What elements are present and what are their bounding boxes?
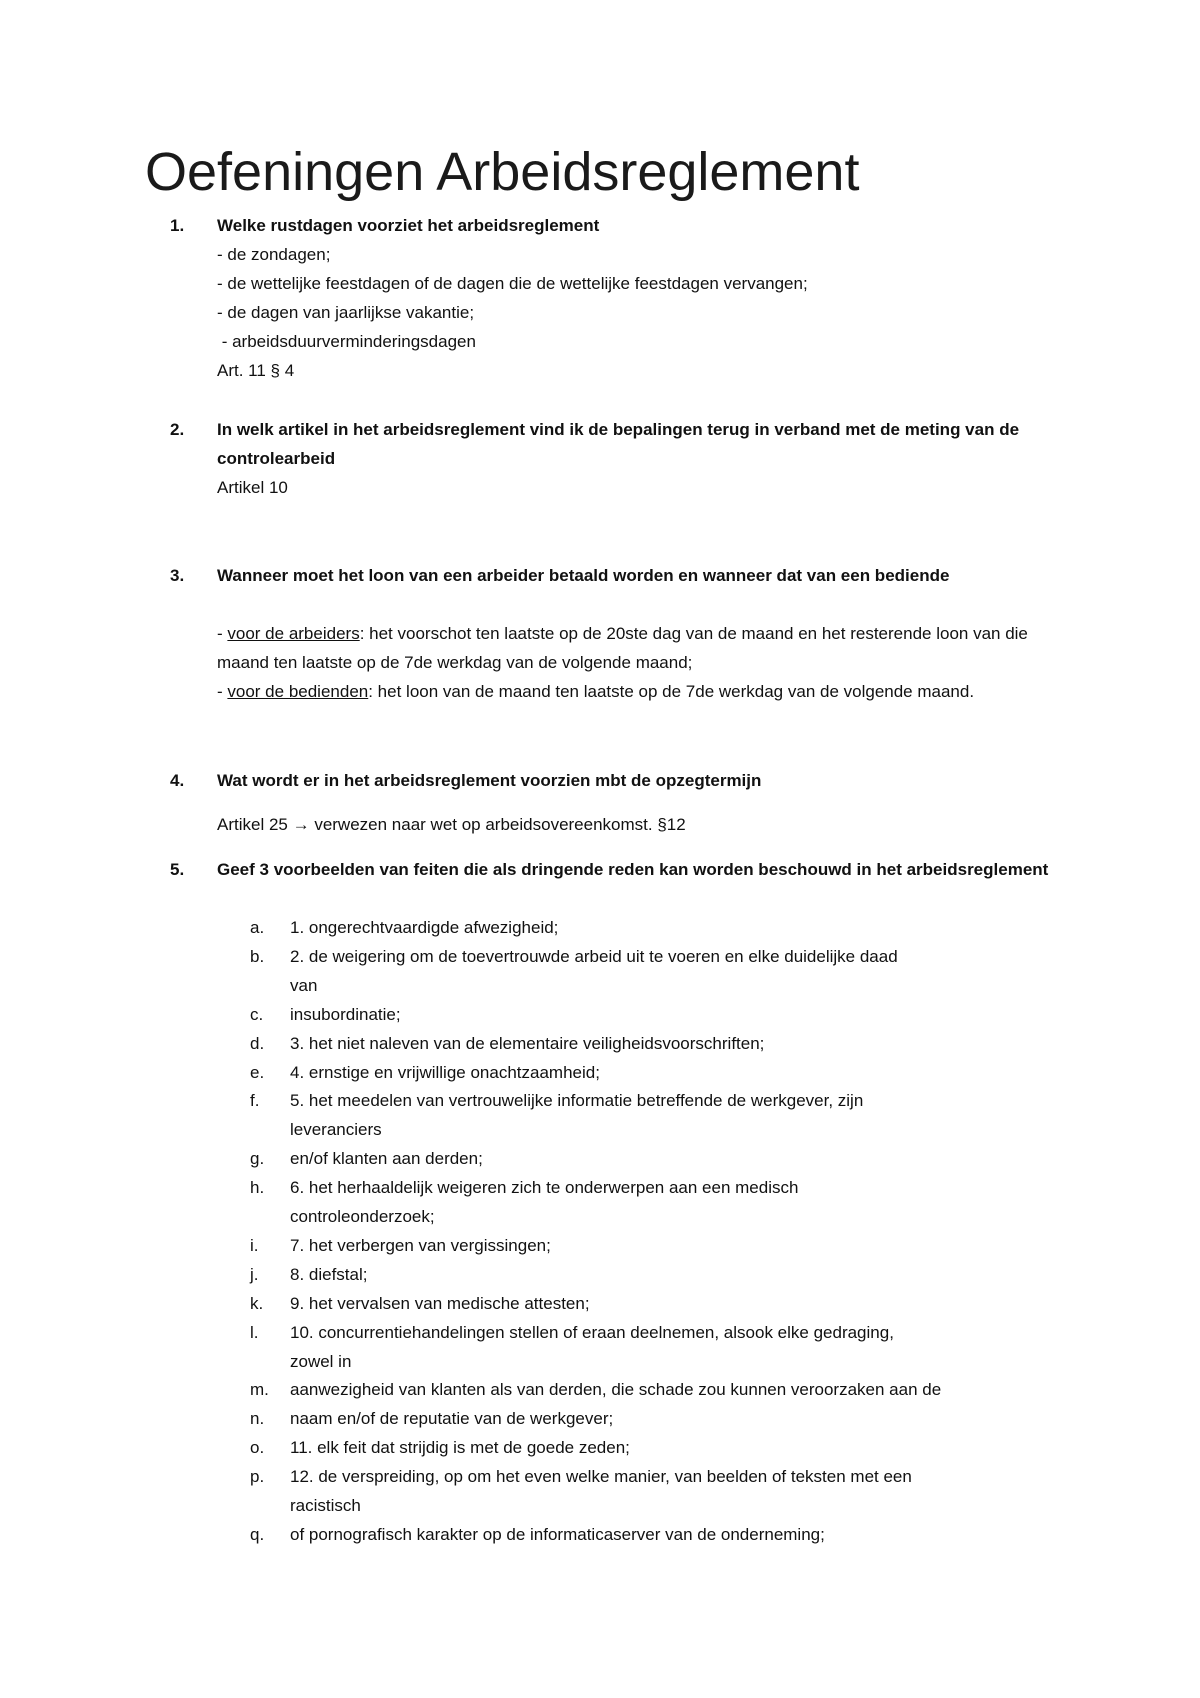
list-item-letter: i. (250, 1235, 259, 1255)
list-item: 4. ernstige en vrijwillige onachtzaamheid; (290, 1062, 600, 1082)
list-item-letter: d. (250, 1033, 265, 1053)
list-item-letter: f. (250, 1091, 260, 1111)
answer-4-start: Artikel 25 (217, 815, 293, 834)
list-item-letter: o. (250, 1438, 265, 1458)
list-item-letter: b. (250, 946, 265, 966)
list-item-letter: j. (250, 1264, 259, 1284)
answer-1-line-3: - de dagen van jaarlijkse vakantie; (217, 303, 475, 322)
list-item-letter: g. (250, 1149, 265, 1169)
question-2-number: 2. (170, 420, 185, 439)
list-item: of pornografisch karakter op de informaticaserver van de onderneming; (290, 1524, 825, 1544)
list-item: 10. concurrentiehandelingen stellen of eraan deelnemen, alsook elke gedraging, (290, 1322, 894, 1342)
list-item-continuation: controleonderzoek; (290, 1207, 435, 1226)
list-item-continuation: van (290, 975, 318, 995)
question-1-number: 1. (170, 216, 185, 235)
list-item-letter: p. (250, 1467, 265, 1487)
answer-1-line-4: - arbeidsduurverminderingsdagen (217, 332, 476, 351)
list-item: 3. het niet naleven van de elementaire veiligheidsvoorschriften; (290, 1033, 765, 1053)
list-item-letter: e. (250, 1062, 265, 1082)
question-2-text: In welk artikel in het arbeidsreglement vind ik de bepalingen terug in verband met de meting van de controlearbeid (217, 420, 1020, 468)
list-item: en/of klanten aan derden; (290, 1149, 483, 1169)
question-4-text: Wat wordt er in het arbeidsreglement voorzien mbt de opzegtermijn (217, 771, 762, 790)
list-item: 2. de weigering om de toevertrouwde arbeid uit te voeren en elke duidelijke daad (290, 946, 898, 966)
list-item-letter: q. (250, 1524, 265, 1544)
list-item: 1. ongerechtvaardigde afwezigheid; (290, 918, 559, 937)
list-item-letter: a. (250, 918, 265, 937)
answer-3-bedienden (217, 677, 1067, 706)
list-item-letter: l. (250, 1322, 259, 1342)
list-item: 8. diefstal; (290, 1264, 368, 1284)
question-5-text: Geef 3 voorbeelden van feiten die als dringende reden kan worden beschouwd in het arbeidsreglement (217, 860, 1049, 879)
list-item-letter: h. (250, 1178, 265, 1198)
answer-3-arbeiders-label: voor de arbeiders (227, 624, 360, 643)
answer-3-bedienden-text: : het loon van de maand ten laatste op de 7de werkdag van de volgende maand. (368, 682, 975, 701)
answer-1-line-5: Art. 11 § 4 (217, 361, 295, 380)
list-item-continuation: zowel in (290, 1351, 352, 1371)
question-5-number: 5. (170, 860, 185, 879)
list-item: 6. het herhaaldelijk weigeren zich te onderwerpen aan een medisch (290, 1178, 799, 1198)
list-item: 5. het meedelen van vertrouwelijke informatie betreffende de werkgever, zijn (290, 1091, 864, 1111)
question-1-text: Welke rustdagen voorziet het arbeidsreglement (217, 216, 600, 235)
list-item: aanwezigheid van klanten als van derden, die schade zou kunnen veroorzaken aan de (290, 1380, 942, 1400)
list-item-letter: n. (250, 1409, 265, 1429)
list-item: 11. elk feit dat strijdig is met de goede zeden; (290, 1438, 630, 1458)
answer-1-line-1: - de zondagen; (217, 245, 331, 264)
answer-3-bedienden-label: voor de bedienden (227, 682, 369, 701)
question-3-number: 3. (170, 566, 185, 585)
list-item-letter: k. (250, 1293, 264, 1313)
answer-3-bedienden-prefix: - (217, 682, 228, 701)
answer-1-line-2: - de wettelijke feestdagen of de dagen die de wettelijke feestdagen vervangen; (217, 274, 808, 293)
answer-4 (217, 810, 1077, 839)
list-item: 7. het verbergen van vergissingen; (290, 1235, 551, 1255)
arrow-right-icon: → (292, 815, 310, 834)
list-item: insubordinatie; (290, 1004, 401, 1024)
list-item-continuation: racistisch (290, 1496, 361, 1515)
question-4-number: 4. (170, 771, 185, 790)
page-title: Oefeningen Arbeidsreglement (145, 142, 860, 202)
list-item: 9. het vervalsen van medische attesten; (290, 1293, 590, 1313)
list-item: 12. de verspreiding, op om het even welke manier, van beelden of teksten met een (290, 1467, 912, 1487)
answer-3-arbeiders-text: : het voorschot ten laatste op de 20ste dag van de maand en het resterende loon van die maand ten laatste op de 7de werkdag van de volgende maand; (217, 624, 1028, 672)
list-item-letter: m. (250, 1380, 269, 1400)
question-3-text: Wanneer moet het loon van een arbeider betaald worden en wanneer dat van een bediende (217, 566, 950, 585)
answer-4-end: verwezen naar wet op arbeidsovereenkomst. §12 (309, 815, 686, 834)
answer-2: Artikel 10 (217, 478, 288, 497)
list-item-continuation: leveranciers (290, 1120, 382, 1140)
answer-3-arbeiders (217, 619, 1067, 677)
list-item-letter: c. (250, 1004, 264, 1024)
list-item: naam en/of de reputatie van de werkgever; (290, 1409, 614, 1429)
answer-3-arbeiders-prefix: - (217, 624, 228, 643)
